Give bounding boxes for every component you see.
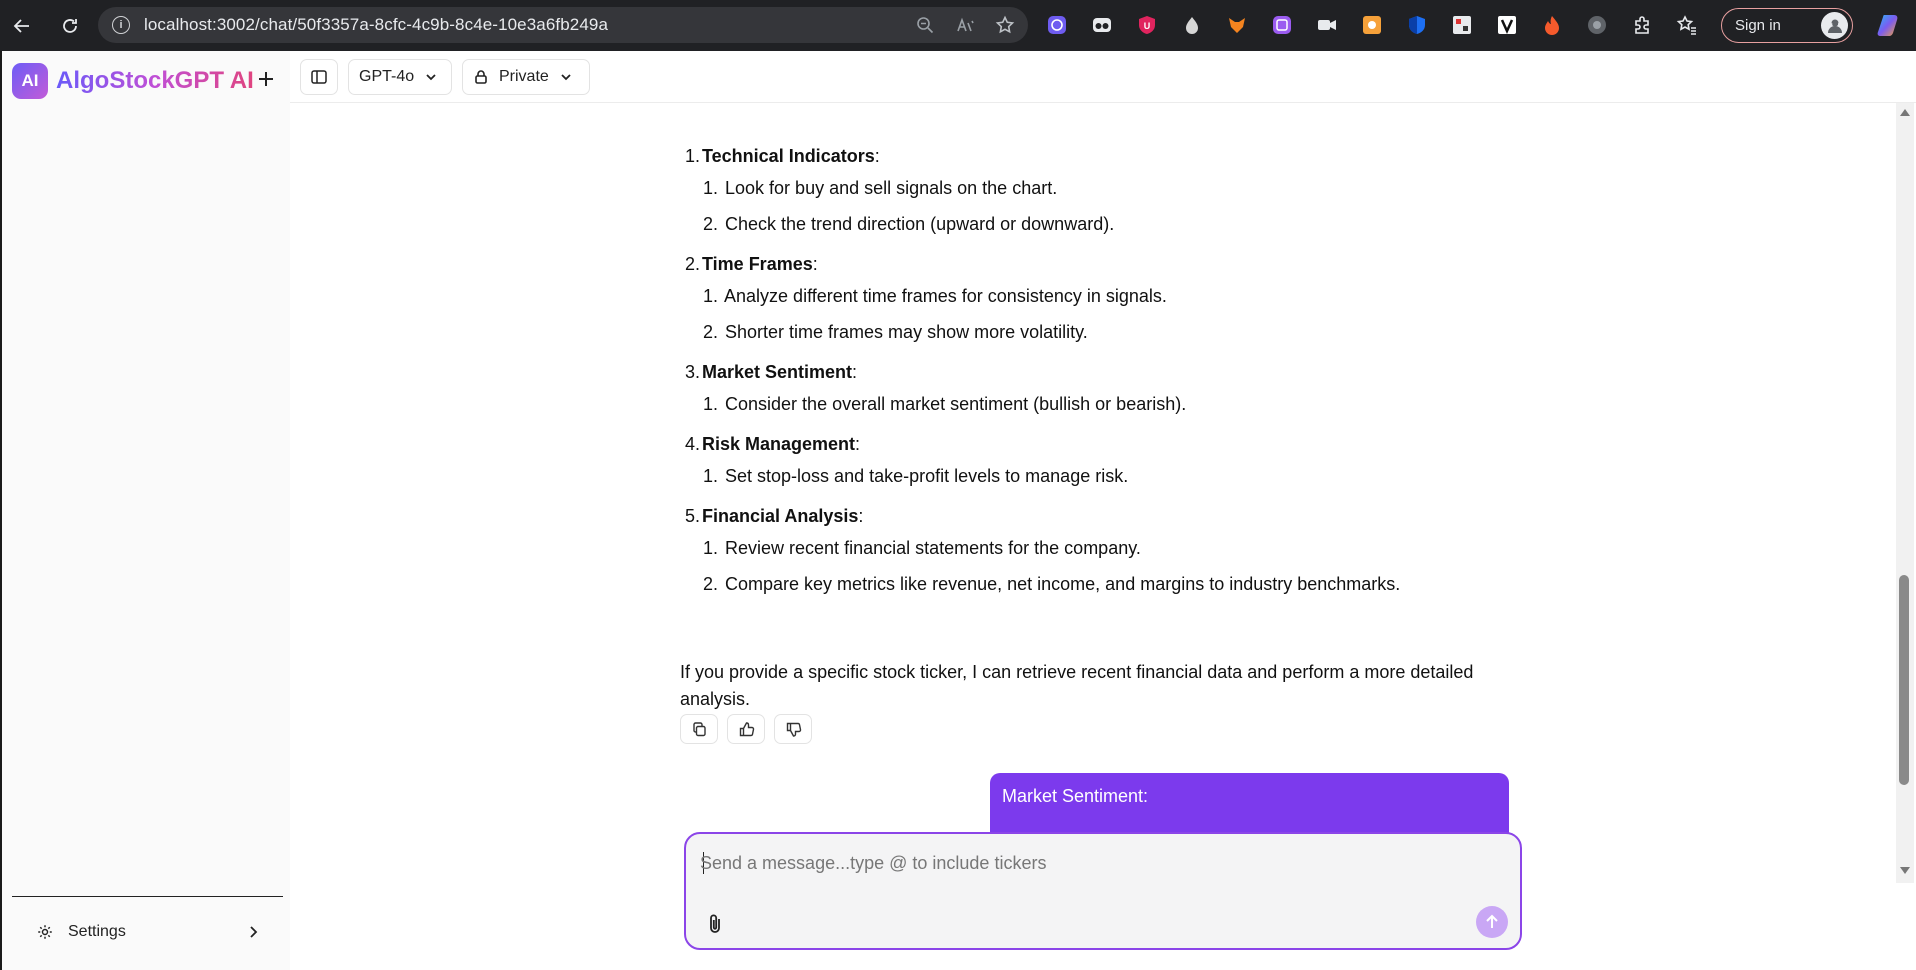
settings-button[interactable] xyxy=(12,909,262,955)
visibility-label: Private xyxy=(499,68,549,85)
section-title: Market Sentiment xyxy=(702,362,853,382)
section-title: Technical Indicators xyxy=(702,146,875,166)
extension-glasses-icon[interactable] xyxy=(1089,12,1115,38)
chat-header xyxy=(290,51,1916,103)
section-title: Financial Analysis xyxy=(702,506,859,526)
thumbs-up-icon xyxy=(738,721,755,738)
read-aloud-icon[interactable] xyxy=(952,12,978,38)
section-title: Time Frames xyxy=(702,254,813,274)
chat-messages xyxy=(290,103,1898,873)
extensions-row xyxy=(1044,12,1700,38)
thumbs-up-button[interactable] xyxy=(727,714,765,744)
extensions-puzzle-icon[interactable] xyxy=(1629,12,1655,38)
chevron-down-icon xyxy=(559,70,573,84)
scroll-up-arrow-icon[interactable] xyxy=(1900,109,1910,116)
extension-blue-shield-icon[interactable] xyxy=(1404,12,1430,38)
scrollbar-thumb[interactable] xyxy=(1899,575,1909,785)
sign-in-label: Sign in xyxy=(1735,17,1781,34)
list-item: 1. Look for buy and sell signals on the chart. xyxy=(702,178,1058,198)
sidebar xyxy=(2,51,290,970)
extension-fox-icon[interactable] xyxy=(1224,12,1250,38)
list-item: 5. Financial Analysis: xyxy=(684,506,864,526)
message-actions xyxy=(680,714,812,744)
thumbs-down-icon xyxy=(785,721,802,738)
scroll-down-arrow-icon[interactable] xyxy=(1900,867,1910,874)
browser-toolbar xyxy=(0,0,1916,51)
lock-icon xyxy=(473,69,489,85)
list-item: 4. Risk Management: xyxy=(684,434,861,454)
paperclip-icon[interactable] xyxy=(704,912,726,936)
gear-icon xyxy=(36,923,54,941)
list-item: 1. Analyze different time frames for consistency in signals. xyxy=(702,286,1167,306)
back-icon[interactable] xyxy=(8,12,36,40)
copy-button[interactable] xyxy=(680,714,718,744)
reload-icon[interactable] xyxy=(56,12,84,40)
app-window xyxy=(0,51,1916,970)
list-item: 2. Check the trend direction (upward or downward). xyxy=(702,214,1115,234)
toggle-sidebar-button[interactable] xyxy=(300,59,338,95)
extension-shield-red-icon[interactable] xyxy=(1134,12,1160,38)
extension-orange-square-icon[interactable] xyxy=(1359,12,1385,38)
message-composer xyxy=(684,832,1522,950)
list-item: 1. Consider the overall market sentiment (bullish or bearish). xyxy=(702,394,1187,414)
extension-grid-icon[interactable] xyxy=(1449,12,1475,38)
settings-label: Settings xyxy=(68,923,126,940)
list-item: 1. Set stop-loss and take-profit levels to manage risk. xyxy=(702,466,1129,486)
list-item: 2. Compare key metrics like revenue, net income, and margins to industry benchmarks. xyxy=(702,574,1401,594)
list-item: 1. Technical Indicators: xyxy=(684,146,880,166)
extension-image-icon[interactable] xyxy=(1269,12,1295,38)
extension-v-icon[interactable] xyxy=(1494,12,1520,38)
message-input[interactable] xyxy=(700,848,1480,878)
copy-icon xyxy=(691,721,708,738)
send-button[interactable] xyxy=(1476,906,1508,938)
list-item: 2. Shorter time frames may show more volatility. xyxy=(702,322,1088,342)
sidebar-divider xyxy=(12,896,283,897)
brand-logo: AI xyxy=(12,63,48,99)
visibility-selector-button[interactable] xyxy=(462,59,590,95)
chat-scrollbar[interactable] xyxy=(1896,103,1914,883)
arrow-up-icon xyxy=(1483,913,1501,931)
chevron-right-icon xyxy=(244,923,262,941)
list-item: 1. Review recent financial statements for the company. xyxy=(702,538,1141,558)
address-bar[interactable] xyxy=(98,7,1028,43)
site-info-icon[interactable]: i xyxy=(112,16,130,34)
browser-more-icon[interactable]: ··· xyxy=(1828,13,1851,35)
brand-name: AlgoStockGPT AI xyxy=(56,67,254,94)
extension-drop-icon[interactable] xyxy=(1179,12,1205,38)
brand[interactable] xyxy=(12,63,254,99)
assistant-closing-text: If you provide a specific stock ticker, I can retrieve recent financial data and perform a more detailed analysis. xyxy=(680,662,1474,709)
url-text[interactable]: localhost:3002/chat/50f3357a-8cfc-4c9b-8c4e-10e3a6fb249a xyxy=(144,15,608,34)
user-message-line: Market Sentiment: xyxy=(1002,786,1149,806)
copilot-icon[interactable] xyxy=(1876,11,1904,39)
section-title: Risk Management xyxy=(702,434,856,454)
extension-circle-icon[interactable] xyxy=(1584,12,1610,38)
favorites-icon[interactable] xyxy=(1674,12,1700,38)
sidebar-toggle-icon xyxy=(310,68,328,86)
model-label: GPT-4o xyxy=(359,68,415,85)
extension-purple-clock-icon[interactable] xyxy=(1044,12,1070,38)
thumbs-down-button[interactable] xyxy=(774,714,812,744)
extension-flame-icon[interactable] xyxy=(1539,12,1565,38)
list-item: 3. Market Sentiment: xyxy=(684,362,858,382)
chevron-down-icon xyxy=(424,70,438,84)
list-item: 2. Time Frames: xyxy=(684,254,818,274)
favorite-star-icon[interactable] xyxy=(992,12,1018,38)
model-selector-button[interactable] xyxy=(348,59,452,95)
svg-text:U: U xyxy=(1143,21,1151,31)
zoom-icon[interactable] xyxy=(912,12,938,38)
extension-video-icon[interactable] xyxy=(1314,12,1340,38)
new-chat-plus-icon[interactable] xyxy=(252,65,280,93)
